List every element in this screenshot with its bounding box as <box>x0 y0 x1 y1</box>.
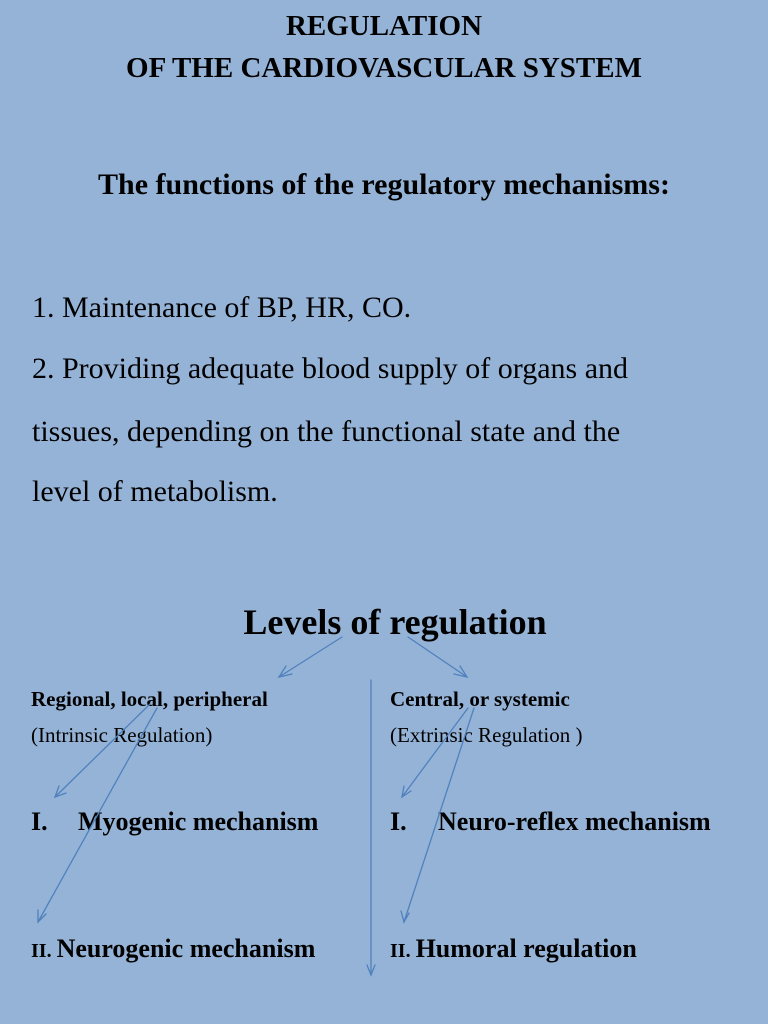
regional-level-title: Regional, local, peripheral <box>31 687 268 711</box>
arrow-regional-to-myogenic <box>55 704 150 797</box>
page-title-line1: REGULATION <box>285 10 483 42</box>
page-title-line2: OF THE CARDIOVASCULAR SYSTEM <box>126 52 642 84</box>
neuro-reflex-mechanism <box>390 809 711 835</box>
myogenic-mechanism-label: Myogenic mechanism <box>78 807 319 836</box>
central-level-title: Central, or systemic <box>390 687 570 711</box>
function-item-2-line-3: level of metabolism. <box>32 475 278 508</box>
levels-heading: Levels of regulation <box>243 602 547 642</box>
arrowhead-regional-to-neurogenic <box>38 910 46 922</box>
neurogenic-mechanism-label: Neurogenic mechanism <box>56 934 316 963</box>
arrow-heading-to-regional <box>279 637 342 677</box>
function-item-2-line-1: 2. Providing adequate blood supply of organs and <box>32 352 629 385</box>
arrowhead-heading-to-regional <box>279 666 292 677</box>
humoral-regulation <box>390 936 637 962</box>
arrowhead-regional-to-myogenic <box>55 786 66 797</box>
arrow-heading-to-central <box>408 637 467 677</box>
arrow-central-to-neuro-reflex <box>402 708 468 797</box>
function-item-2-line-2: tissues, depending on the functional state and the <box>32 415 621 448</box>
humoral-regulation-number: II. <box>390 940 411 962</box>
arrowhead-heading-to-central <box>454 666 467 677</box>
neurogenic-mechanism-number: II. <box>31 940 52 962</box>
functions-heading: The functions of the regulatory mechanisms: <box>98 168 670 201</box>
myogenic-mechanism-number: I. <box>31 807 48 836</box>
arrowhead-central-to-neuro-reflex <box>402 786 411 797</box>
regional-level-subtitle: (Intrinsic Regulation) <box>31 723 213 747</box>
myogenic-mechanism <box>31 809 318 835</box>
neurogenic-mechanism <box>31 936 315 962</box>
neuro-reflex-mechanism-label: Neuro-reflex mechanism <box>438 807 711 836</box>
function-item-1: 1. Maintenance of BP, HR, CO. <box>32 291 412 324</box>
humoral-regulation-label: Humoral regulation <box>415 934 637 963</box>
divider-arrowhead <box>367 965 375 975</box>
neuro-reflex-mechanism-number: I. <box>390 807 407 836</box>
central-level-subtitle: (Extrinsic Regulation ) <box>390 723 583 747</box>
arrowhead-central-to-humoral <box>401 911 409 922</box>
